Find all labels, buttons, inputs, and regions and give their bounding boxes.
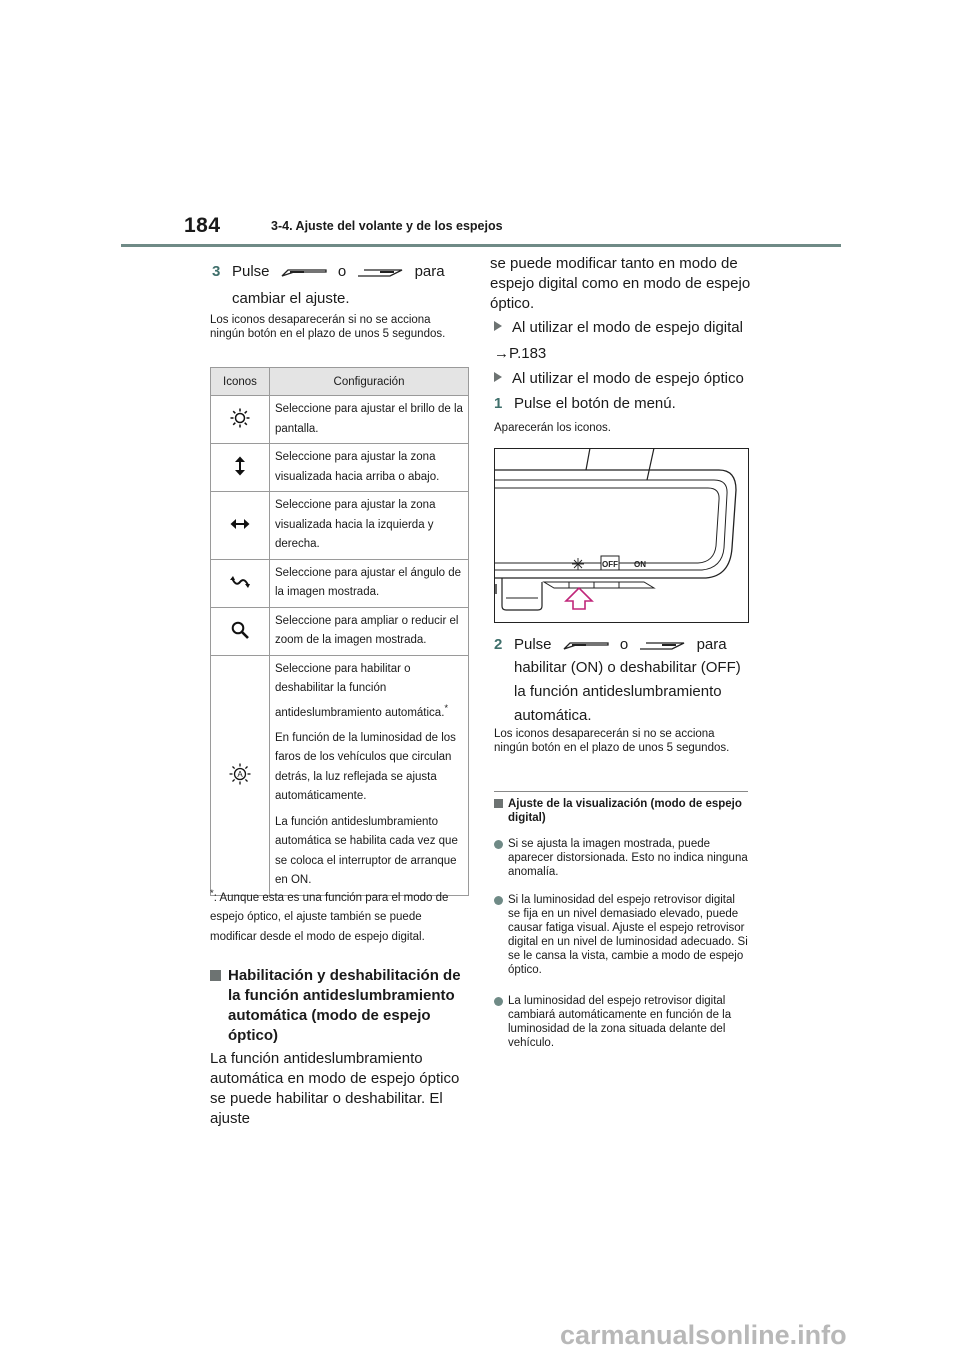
auto-antiglare-icon	[229, 763, 251, 785]
step-number: 1	[494, 395, 503, 412]
vertical-arrows-icon	[234, 456, 246, 476]
table-header-row	[211, 368, 469, 396]
step-number: 2	[494, 636, 503, 653]
page-number: 184	[184, 214, 221, 237]
table-row	[211, 559, 469, 607]
circle-bullet-icon	[494, 840, 503, 849]
mirror-illustration	[494, 448, 749, 623]
header-rule	[121, 244, 841, 247]
body-paragraph: La función antideslumbramiento automática en modo de espejo óptico se puede habilitar o deshabilitar. El ajuste	[210, 1050, 460, 1127]
square-bullet-icon	[494, 799, 503, 808]
step-2: 2 Pulse o para habilitar (ON) o deshabilitar (OFF) la función antideslumbramiento automática.	[494, 633, 756, 728]
table-cell: Seleccione para ampliar o reducir el zoom de la imagen mostrada.	[270, 607, 469, 655]
icons-table	[210, 367, 469, 896]
icons-appear-note: Aparecerán los iconos.	[494, 422, 611, 434]
scroll-left-button-icon	[562, 640, 610, 652]
table-row	[211, 607, 469, 655]
watermark: carmanualsonline.info	[560, 1320, 847, 1350]
table-row	[211, 492, 469, 560]
digital-mode-item: Al utilizar el modo de espejo digital	[494, 318, 756, 338]
step-number: 3	[212, 263, 221, 280]
horizontal-arrows-icon	[230, 518, 250, 530]
step-1: 1 Pulse el botón de menú.	[494, 392, 676, 416]
angle-icon	[230, 576, 250, 588]
footnote: *: Aunque esta es una función para el modo de espejo óptico, el ajuste también se puede modificar desde el modo de espejo digital.	[210, 888, 449, 943]
footnote-marker: *	[444, 702, 449, 714]
table-cell: Seleccione para ajustar la zona visualizada hacia la izquierda y derecha.	[270, 492, 469, 560]
table-row	[211, 655, 469, 895]
info-divider	[494, 791, 748, 792]
square-bullet-icon	[210, 970, 221, 981]
circle-bullet-icon	[494, 896, 503, 905]
svg-text:A: A	[237, 769, 243, 779]
scroll-left-button-icon	[280, 267, 328, 279]
mirror-off-label: OFF	[602, 560, 618, 569]
table-row	[211, 444, 469, 492]
optical-mode-item: Al utilizar el modo de espejo óptico	[494, 369, 756, 389]
section-heading: Habilitación y deshabilitación de la función antideslumbramiento automática (modo de espejo óptico)	[210, 966, 472, 1046]
table-header-icons: Iconos	[211, 368, 270, 396]
table-header-config: Configuración	[270, 368, 469, 396]
icons-disappear-note: Los iconos desaparecerán si no se acciona ningún botón en el plazo de unos 5 segundos.	[210, 314, 446, 340]
body-paragraph-cont: se puede modificar tanto en modo de espejo digital como en modo de espejo óptico.	[490, 255, 751, 312]
info-heading: Ajuste de la visualización (modo de espejo digital)	[494, 797, 749, 825]
scroll-right-button-icon	[638, 640, 686, 652]
circle-bullet-icon	[494, 997, 503, 1006]
zoom-icon	[231, 621, 249, 639]
step-3: 3 Pulse o para cambiar el ajuste.	[212, 260, 472, 311]
table-row	[211, 396, 469, 444]
list-item: Si se ajusta la imagen mostrada, puede aparecer distorsionada. Esto no indica ninguna anomalía.	[494, 837, 749, 879]
list-item: La luminosidad del espejo retrovisor digital cambiará automáticamente en función de la luminosidad de la zona situada delante del vehículo.	[494, 994, 749, 1050]
page-reference: →P.183	[494, 345, 547, 362]
triangle-bullet-icon	[494, 321, 502, 331]
triangle-bullet-icon	[494, 372, 502, 382]
table-cell: Seleccione para ajustar el brillo de la pantalla.	[270, 396, 469, 444]
mirror-on-label: ON	[634, 560, 646, 569]
list-item: Si la luminosidad del espejo retrovisor digital se fija en un nivel demasiado elevado, puede causar fatiga visual. Ajuste el espejo retrovisor digital en un nivel de luminosidad adecuado. Si se le cansa la vista, cambie a modo de espejo óptico.	[494, 893, 749, 977]
section-title: 3-4. Ajuste del volante y de los espejos	[271, 219, 503, 233]
scroll-right-button-icon	[356, 267, 404, 279]
icons-disappear-note-2: Los iconos desaparecerán si no se acciona ningún botón en el plazo de unos 5 segundos.	[494, 728, 730, 754]
table-cell: Seleccione para ajustar la zona visualizada hacia arriba o abajo.	[270, 444, 469, 492]
table-cell: Seleccione para habilitar o deshabilitar la función antideslumbramiento automática.* En función de la luminosidad de los faros de los vehículos que circulan detrás, la luz reflejada se ajusta automáticamente. La función antideslumbramiento automática se habilita cada vez que se coloca el interruptor de arranque en ON.	[270, 655, 469, 895]
brightness-icon	[230, 408, 250, 428]
table-cell: Seleccione para ajustar el ángulo de la imagen mostrada.	[270, 559, 469, 607]
